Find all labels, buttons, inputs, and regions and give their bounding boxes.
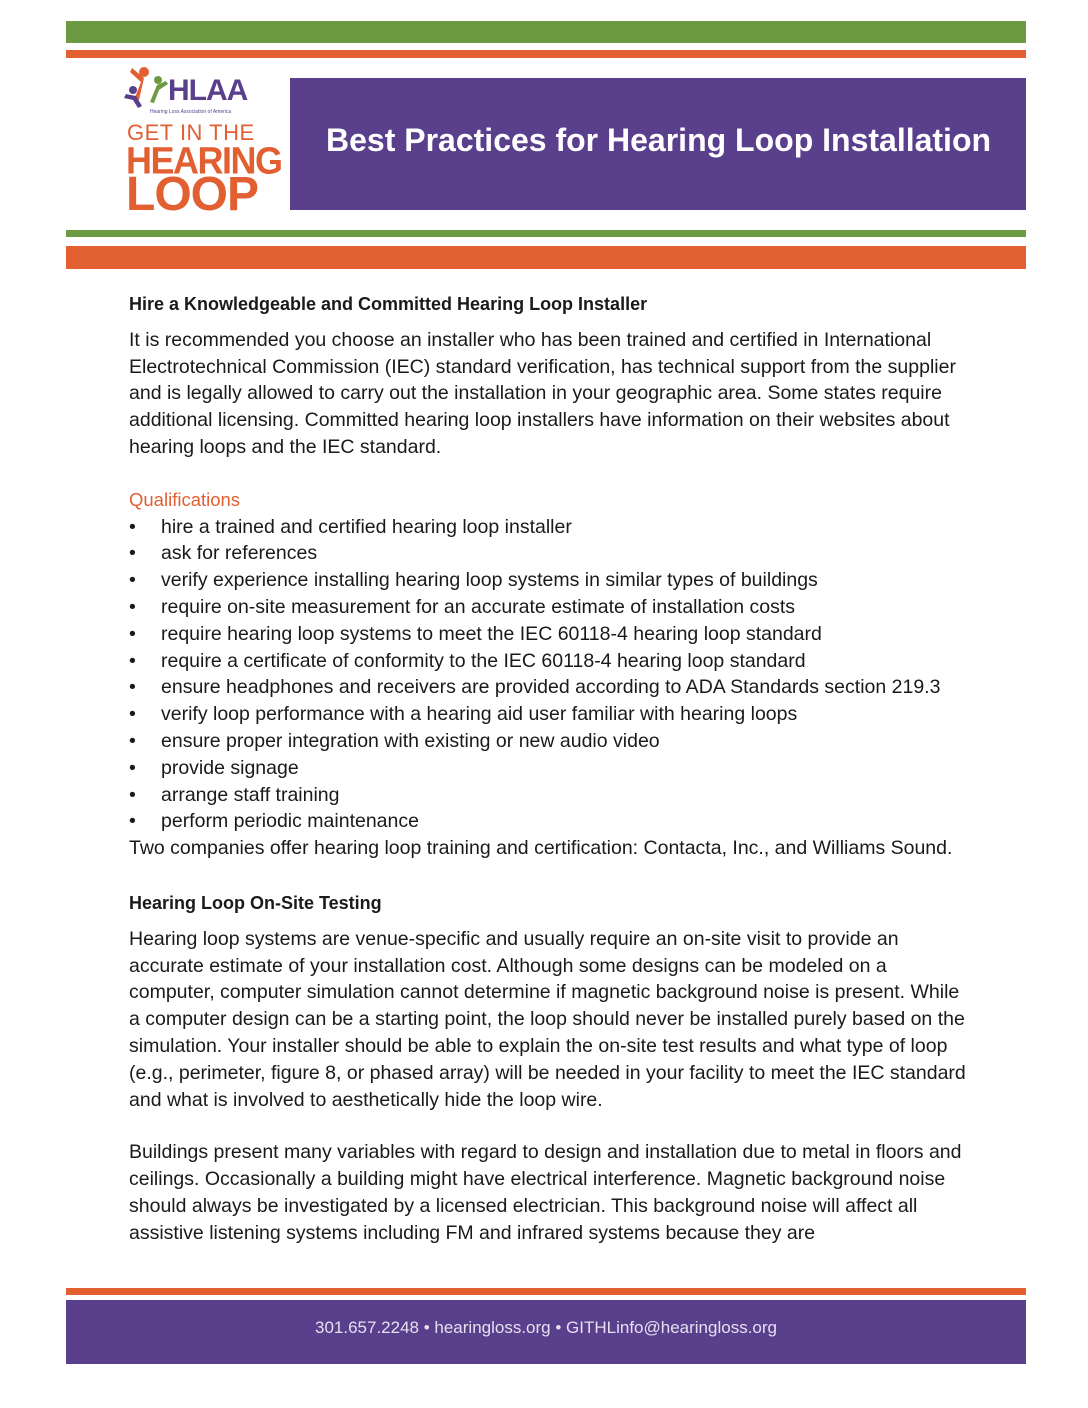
list-item: • ask for references [129, 540, 969, 567]
top-orange-stripe [66, 50, 1026, 58]
list-item: • provide signage [129, 755, 969, 782]
hlaa-tagline: Hearing Loss Association of America [150, 109, 232, 115]
qualifications-list [129, 514, 969, 836]
top-green-stripe [66, 21, 1026, 43]
get-in-the-hearing-loop-logo [124, 66, 282, 221]
section-heading-installer: Hire a Knowledgeable and Committed Hearing Loop Installer [129, 294, 648, 314]
footer-bar [66, 1300, 1026, 1364]
training-note: Two companies offer hearing loop training and certification: Contacta, Inc., and Williams Sound. [129, 837, 953, 860]
paragraph-testing-1: Hearing loop systems are venue-specific and usually require an on-site visit to provide an accurate estimate of your installation cost. Although some designs can be modeled on a computer, computer simulation cannot determine if magnetic background noise is present. While a computer design can be a starting point, the loop should never be installed purely based on the simulation. Your installer should be able to explain the on-site test results and what type of loop (e.g., perimeter, figure 8, or phased array) will be needed in your facility to meet the IEC standard and what is involved to aesthetically hide the loop wire. [129, 927, 966, 1111]
logo-line-hearing: HEARING [126, 139, 282, 183]
paragraph-installer: It is recommended you choose an installer who has been trained and certified in International Electrotechnical Commission (IEC) standard verification, has technical support from the supplier and is legally allowed to carry out the installation in your geographic area. Some states require additional licensing. Committed hearing loop installers have information on their websites about hearing loops and the IEC standard. [129, 328, 956, 458]
footer-orange-stripe [66, 1288, 1026, 1295]
list-item: • arrange staff training [129, 782, 969, 809]
section-heading-testing: Hearing Loop On-Site Testing [129, 892, 382, 913]
page-title: Best Practices for Hearing Loop Installation [326, 122, 992, 158]
list-item: • verify loop performance with a hearing aid user familiar with hearing loops [129, 701, 969, 728]
hlaa-wordmark: HLAA [168, 74, 248, 107]
list-item: • require hearing loop systems to meet the IEC 60118-4 hearing loop standard [129, 621, 969, 648]
paragraph-testing-2: Buildings present many variables with regard to design and installation due to metal in floors and ceilings. Occasionally a building might have electrical interference. Magnetic background noise should always be investigated by a licensed electrician. This background noise will affect all assistive listening systems including FM and infrared systems because they are [129, 1141, 962, 1244]
qualifications-heading: Qualifications [129, 488, 241, 510]
list-item: • require on-site measurement for an accurate estimate of installation costs [129, 594, 969, 621]
title-banner [290, 78, 1026, 210]
document-body [129, 291, 969, 1247]
footer-contact-info: 301.657.2248 • hearingloss.org • GITHLinfo@hearingloss.org [315, 1318, 777, 1337]
list-item: • verify experience installing hearing loop systems in similar types of buildings [129, 567, 969, 594]
list-item: • hire a trained and certified hearing loop installer [129, 514, 969, 541]
header-orange-stripe [66, 246, 1026, 269]
header-green-stripe [66, 230, 1026, 237]
list-item: • ensure headphones and receivers are provided according to ADA Standards section 219.3 [129, 674, 969, 701]
logo-line-get-in-the: GET IN THE [127, 120, 255, 145]
list-item: • ensure proper integration with existing or new audio video [129, 728, 969, 755]
list-item: • require a certificate of conformity to the IEC 60118-4 hearing loop standard [129, 648, 969, 675]
logo-line-loop: LOOP [126, 168, 259, 221]
list-item: • perform periodic maintenance [129, 808, 969, 835]
